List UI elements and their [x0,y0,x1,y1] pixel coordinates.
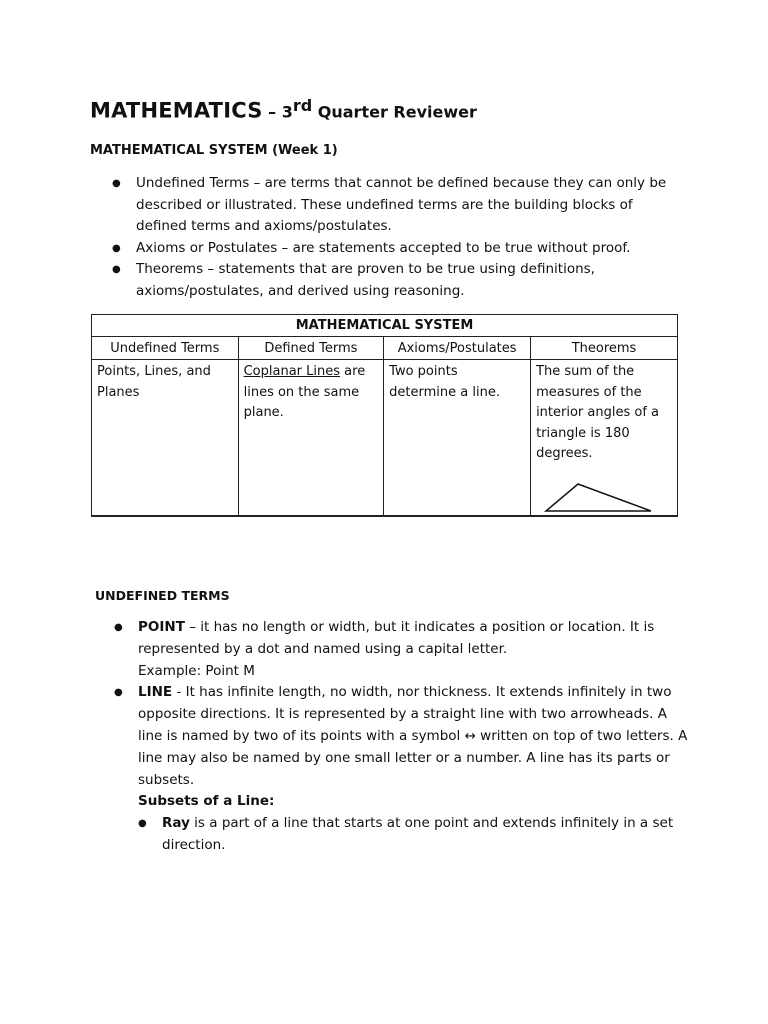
bullet-theorems: ● Theorems – statements that are proven to be true using definitions, axioms/postulates, and derived using reasoning. [92,259,682,302]
table-header-theorems: Theorems [531,337,678,360]
section-heading-mathematical-system: MATHEMATICAL SYSTEM (Week 1) [90,143,338,158]
table-cell-undefined-terms: Points, Lines, and Planes [92,360,239,516]
title-superscript: rd [292,96,313,115]
triangle-shape [546,484,651,511]
title-rest: Quarter Reviewer [312,102,477,122]
mathematical-system-bullets [92,173,682,302]
ray-text: is a part of a line that starts at one point and extends infinitely in a set direction. [162,815,674,853]
title-dash: – 3 [262,102,293,122]
point-text: – it has no length or width, but it indicates a position or location. It is represented by a dot and named using a capital letter. [138,619,655,657]
section-heading-undefined-terms: UNDEFINED TERMS [95,588,230,603]
point-example: Example: Point M [138,662,255,679]
theorem-text: The sum of the measures of the interior angles of a triangle is 180 degrees. [536,364,659,461]
undefined-terms-list [90,617,690,857]
coplanar-lines-definition: are lines on the same plane. [243,364,366,420]
line-label: LINE [138,684,173,701]
point-label: POINT [138,619,185,635]
table-caption: MATHEMATICAL SYSTEM [92,315,678,337]
table-cell-theorems [531,360,678,516]
subsets-list [138,813,690,857]
page-title [90,96,477,122]
triangle-illustration [544,481,654,513]
table-header-defined-terms: Defined Terms [238,337,384,360]
table-header-undefined-terms: Undefined Terms [92,337,239,360]
ray-label: Ray [162,815,190,832]
table-cell-defined-terms [238,360,384,516]
table-header-axioms: Axioms/Postulates [384,337,531,360]
title-main: MATHEMATICS [90,98,263,123]
table-cell-axioms: Two points determine a line. [384,360,531,516]
line-item [90,682,690,856]
point-item [90,617,690,682]
coplanar-lines-term: Coplanar Lines [243,364,341,379]
mathematical-system-table [91,314,678,517]
ray-item [138,813,690,857]
line-text: - It has infinite length, no width, nor thickness. It extends infinitely in two opposite directions. It is represented by a straight line with two arrowheads. A line is named by two of its points with a symbol ↔ written on top of two letters. A line may also be named by one small letter or a number. A line has its parts or subsets. [138,684,688,788]
bullet-undefined-terms: ● Undefined Terms – are terms that cannot be defined because they can only be described or illustrated. These undefined terms are the building blocks of defined terms and axioms/postulates. [92,173,682,238]
bullet-axioms: ● Axioms or Postulates – are statements accepted to be true without proof. [92,238,682,260]
subsets-heading: Subsets of a Line: [138,793,275,810]
